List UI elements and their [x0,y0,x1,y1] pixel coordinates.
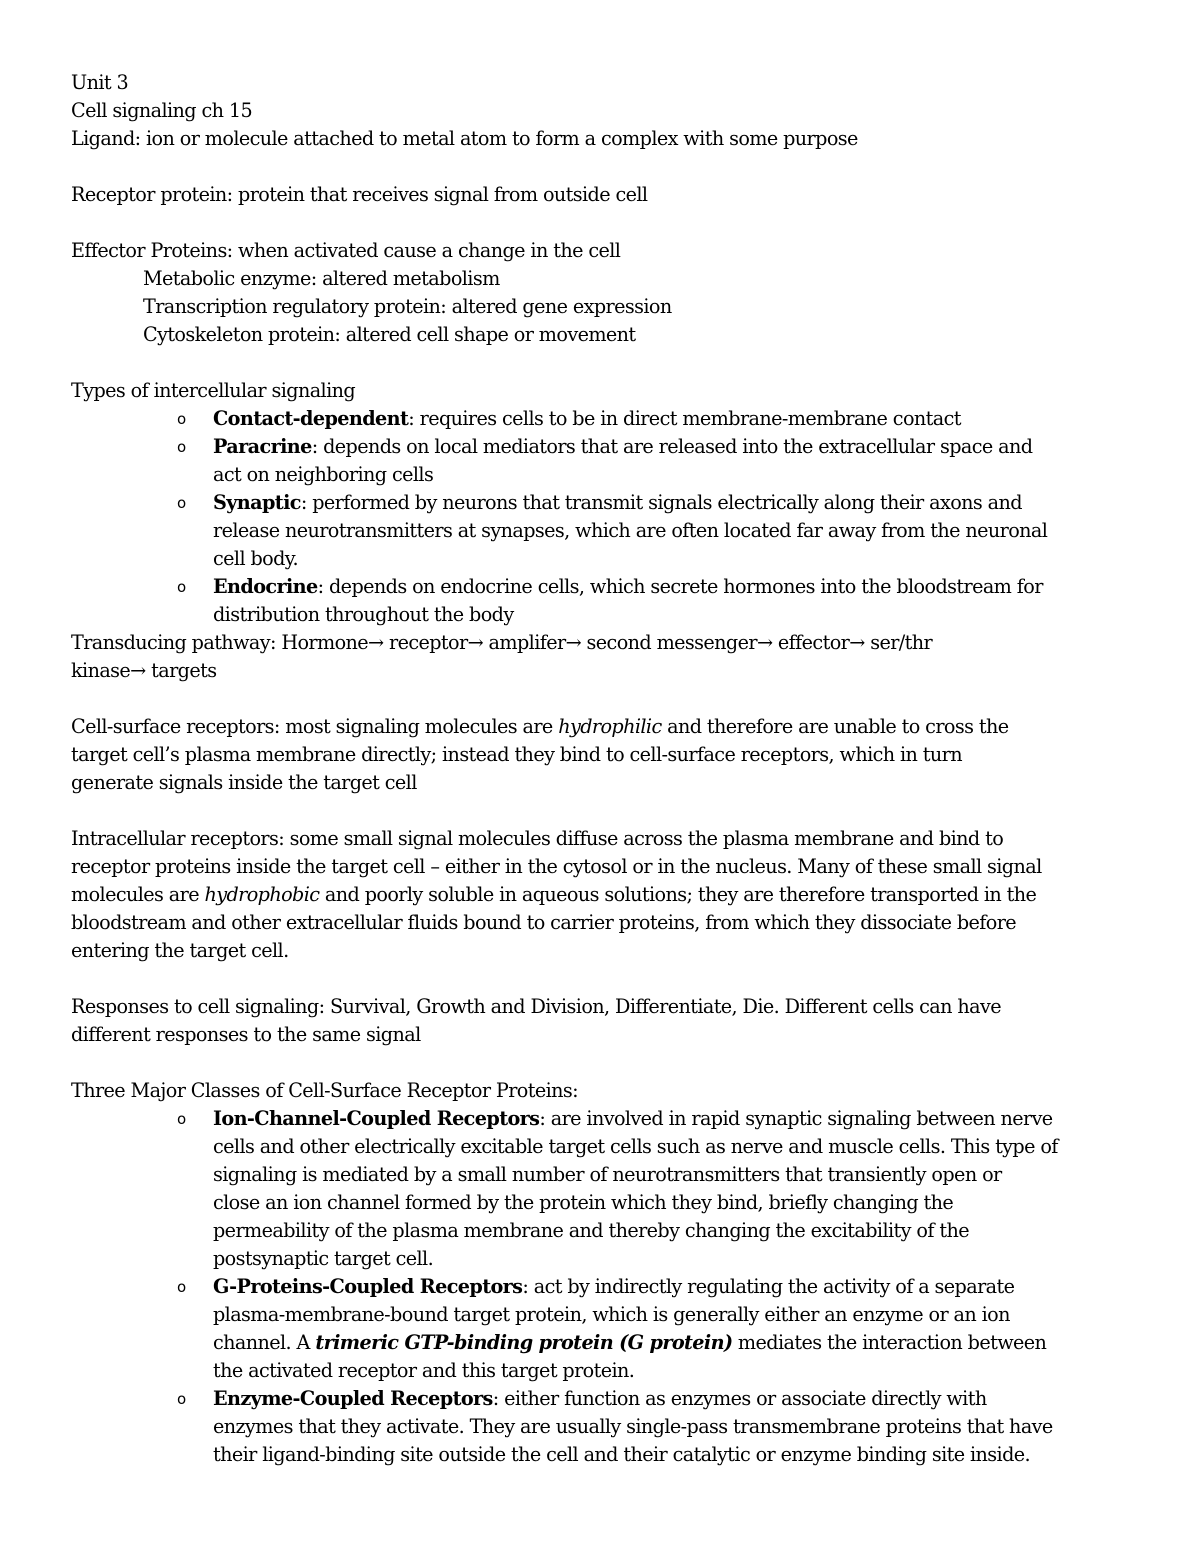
receptor-protein-definition: Receptor protein: protein that receives signal from outside cell [71,183,648,206]
bullet-icon: o [177,494,186,512]
effector-item: Metabolic enzyme: altered metabolism [143,267,500,290]
list-item: o G-Proteins-Coupled Receptors: act by indirectly regulating the activity of a separate plasma-membrane-bound target protein, which is generally either an enzyme or an ion channel. A trimeric GTP-binding protein (G protein) mediates the interaction between the activated receptor and this target protein. [177,1275,1047,1382]
term: G-Proteins-Coupled Receptors [213,1275,523,1298]
effector-item: Transcription regulatory protein: altered gene expression [143,295,672,318]
list-item: o Synaptic: performed by neurons that transmit signals electrically along their axons and release neurotransmitters at synapses, which are often located far away from the neuronal cell body. [177,491,1048,570]
list-item: o Ion-Channel-Coupled Receptors: are involved in rapid synaptic signaling between nerve cells and other electrically excitable target cells such as nerve and muscle cells. This type of signaling is mediated by a small number of neurotransmitters that transiently open or close an ion channel formed by the protein which they bind, briefly changing the permeability of the plasma membrane and thereby changing the excitability of the postsynaptic target cell. [177,1107,1058,1270]
chapter-title: Cell signaling ch 15 [71,99,253,122]
term: Ion-Channel-Coupled Receptors [213,1107,540,1130]
effector-heading: Effector Proteins: when activated cause a change in the cell [71,239,621,262]
bullet-icon: o [177,1278,186,1296]
document-page [71,69,1141,1469]
list-item: o Enzyme-Coupled Receptors: either function as enzymes or associate directly with enzymes that they activate. They are usually single-pass transmembrane proteins that have their ligand-binding site outside the cell and their catalytic or enzyme binding site inside. [177,1387,1053,1466]
effector-item: Cytoskeleton protein: altered cell shape or movement [143,323,636,346]
term: Paracrine [213,435,312,458]
responses-paragraph: Responses to cell signaling: Survival, Growth and Division, Differentiate, Die. Different cells can have different responses to the same signal [71,995,1001,1046]
transducing-pathway: kinase→ targets [71,659,217,682]
transducing-pathway: Transducing pathway: Hormone→ receptor→ amplifer→ second messenger→ effector→ ser/thr [71,631,933,654]
bullet-icon: o [177,1390,186,1408]
bullet-icon: o [177,438,186,456]
classes-heading: Three Major Classes of Cell-Surface Receptor Proteins: [71,1079,579,1102]
ligand-definition: Ligand: ion or molecule attached to metal atom to form a complex with some purpose [71,127,858,150]
cell-surface-paragraph: Cell-surface receptors: most signaling molecules are hydrophilic and therefore are unable to cross the target cell’s plasma membrane directly; instead they bind to cell-surface receptors, which in turn generate signals inside the target cell [71,715,1009,794]
intercellular-list [71,405,1141,629]
list-item: o Paracrine: depends on local mediators that are released into the extracellular space and act on neighboring cells [177,435,1033,486]
list-item: o Endocrine: depends on endocrine cells, which secrete hormones into the bloodstream for distribution throughout the body [177,575,1043,626]
receptor-classes-list [71,1105,1141,1469]
bullet-icon: o [177,410,186,428]
intracellular-paragraph: Intracellular receptors: some small signal molecules diffuse across the plasma membrane and bind to receptor proteins inside the target cell – either in the cytosol or in the nucleus. Many of these small signal molecules are hydrophobic and poorly soluble in aqueous solutions; they are therefore transported in the bloodstream and other extracellular fluids bound to carrier proteins, from which they dissociate before entering the target cell. [71,827,1042,962]
term: Contact-dependent [213,407,409,430]
bullet-icon: o [177,578,186,596]
intercellular-heading: Types of intercellular signaling [71,379,356,402]
unit-title: Unit 3 [71,71,129,94]
term: Synaptic [213,491,301,514]
bullet-icon: o [177,1110,186,1128]
term: Enzyme-Coupled Receptors [213,1387,493,1410]
list-item: o Contact-dependent: requires cells to be in direct membrane-membrane contact [71,405,1141,433]
term: Endocrine [213,575,318,598]
emphasis: trimeric GTP-binding protein (G protein) [315,1331,733,1354]
